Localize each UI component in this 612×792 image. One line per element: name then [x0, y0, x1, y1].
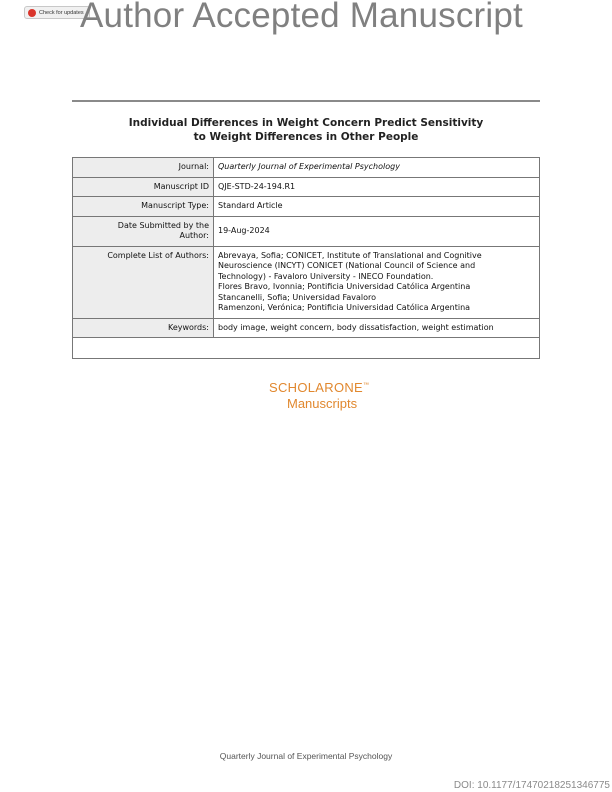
logo-line-1 — [269, 380, 369, 395]
keywords-value: body image, weight concern, body dissatisfaction, weight estimation — [214, 318, 540, 338]
doi-text: DOI: 10.1177/17470218251346775 — [453, 780, 610, 791]
trademark-symbol: ™ — [363, 382, 370, 389]
author-line: Abrevaya, Sofia; CONICET, Institute of Translational and Cognitive — [218, 250, 482, 260]
empty-table-row — [73, 338, 540, 359]
header-divider — [72, 100, 540, 102]
manuscript-metadata-table — [72, 157, 540, 359]
author-accepted-manuscript-banner: Author Accepted Manuscript — [80, 0, 523, 35]
manuscript-id-value: QJE-STD-24-194.R1 — [214, 177, 540, 197]
check-for-updates-label: Check for updates — [39, 9, 84, 16]
article-title-line: Individual Differences in Weight Concern Predict Sensitivity — [128, 117, 484, 129]
article-title-line: to Weight Differences in Other People — [193, 131, 419, 143]
author-line: Flores Bravo, Ivonnia; Pontificia Universidad Católica Argentina — [218, 282, 471, 291]
date-submitted-label — [73, 216, 214, 246]
scholarone-manuscripts-logo — [269, 380, 369, 411]
journal-value: Quarterly Journal of Experimental Psychology — [214, 158, 540, 178]
table-row — [73, 158, 540, 178]
manuscript-type-value: Standard Article — [214, 197, 540, 217]
crossmark-icon — [28, 9, 36, 17]
journal-footer: Quarterly Journal of Experimental Psychology — [219, 751, 393, 761]
table-row — [73, 216, 540, 246]
authors-value — [214, 246, 540, 318]
author-line: Stancanelli, Sofia; Universidad Favaloro — [218, 292, 377, 302]
table-row — [73, 177, 540, 197]
logo-line-2: Manuscripts — [287, 396, 358, 411]
author-line: Technology) - Favaloro University - INECO Foundation. — [218, 271, 434, 281]
table-row — [73, 246, 540, 318]
empty-cell — [73, 338, 540, 359]
manuscript-id-label: Manuscript ID — [73, 177, 214, 197]
author-line: Ramenzoni, Verónica; Pontificia Universidad Católica Argentina — [218, 303, 471, 312]
manuscript-type-label: Manuscript Type: — [73, 197, 214, 217]
table-row — [73, 318, 540, 338]
keywords-label: Keywords: — [73, 318, 214, 338]
date-submitted-label-line: Author: — [179, 231, 209, 240]
date-submitted-label-line: Date Submitted by the — [117, 220, 209, 230]
journal-label: Journal: — [73, 158, 214, 178]
logo-wordmark: SCHOLARONE — [269, 380, 364, 395]
author-line: Neuroscience (INCYT) CONICET (National Council of Science and — [218, 261, 476, 270]
authors-label: Complete List of Authors: — [73, 246, 214, 318]
date-submitted-value: 19-Aug-2024 — [214, 216, 540, 246]
article-title — [72, 116, 540, 144]
table-row — [73, 197, 540, 217]
